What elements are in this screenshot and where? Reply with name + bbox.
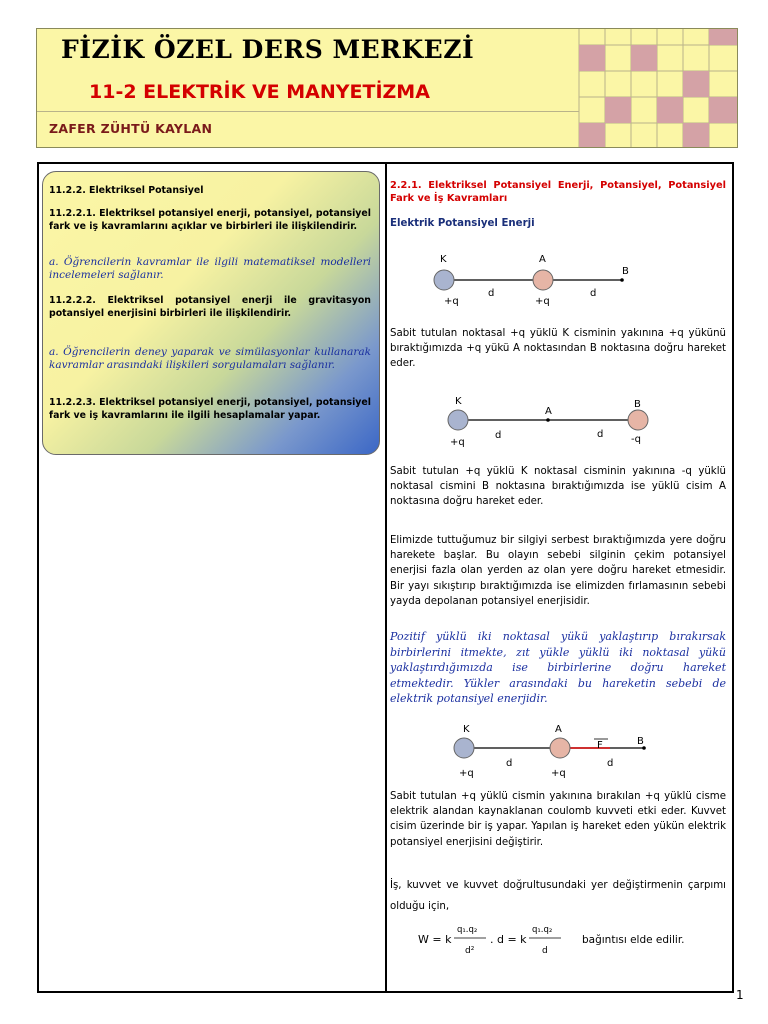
header-subtitle: 11-2 ELEKTRİK VE MANYETİZMA	[89, 81, 430, 103]
paragraph-2: Sabit tutulan +q yüklü K noktasal cisminin yakınına -q yüklü noktasal cismini B noktasına bıraktığımızda ise yüklü cisim A noktasına doğru hareket eder.	[390, 466, 726, 508]
paragraph-3: Elimizde tuttuğumuz bir silgiyi serbest bıraktığımızda yere doğru harekete başlar. Bu olayın sebebi silginin çekim potansiyel enerjisi fazla olan yerden az olan yere doğru hareket etmesidir. Bir yayı sıkıştırıp bıraktığımızda ise elimizden fırlamasının sebebi yayda depolanan potansiyel enerjisidir.	[390, 535, 726, 607]
paragraph-5: Sabit tutulan +q yüklü cismin yakınına bırakılan +q yüklü cisme elektrik alandan kaynaklanan coulomb kuvveti etki eder. Kuvvet cisim üzerinde bir iş yapar. Yapılan iş hareket eden yükün elektrik potansiyel enerjisini değiştirir.	[390, 791, 726, 848]
label-a: A	[555, 724, 562, 735]
label-d2: d	[597, 429, 604, 440]
label-b: B	[622, 266, 629, 277]
label-k: K	[440, 254, 447, 265]
label-d2: d	[607, 758, 614, 769]
label-qa: +q	[535, 296, 550, 307]
charge-k	[434, 270, 454, 290]
charge-a	[533, 270, 553, 290]
paragraph-6: İş, kuvvet ve kuvvet doğrultusundaki yer değiştirmenin çarpımı olduğu için,	[390, 880, 726, 912]
paragraph-4: Pozitif yüklü iki noktasal yükü yaklaştırıp bırakırsak birbirlerini itmekte, zıt yükle yüklü iki noktasal yükü yaklaştırdığımızda ise birbirlerine doğru hareket etmektedir. Yükler arasındaki bu hareketin sebebi de elektrik potansiyel enerjidir.	[390, 630, 726, 706]
label-qk: +q	[444, 296, 459, 307]
label-a: A	[545, 406, 552, 417]
formula-numerator-1: q₁.q₂	[457, 925, 478, 935]
formula-note: bağıntısı elde edilir.	[582, 934, 685, 946]
label-f: F	[597, 740, 603, 751]
work-formula	[416, 917, 726, 961]
formula-denominator-2: d	[542, 946, 548, 956]
objective-1-note: a. Öğrencilerin kavramlar ile ilgili matematiksel modelleri incelemeleri sağlanır.	[49, 256, 371, 281]
objective-3: 11.2.2.3. Elektriksel potansiyel enerji, potansiyel, potansiyel fark ve iş kavramlarını ile ilgili hesaplamalar yapar.	[49, 397, 371, 421]
label-d1: d	[495, 430, 502, 441]
label-b: B	[637, 736, 644, 747]
label-qk: +q	[450, 437, 465, 448]
page-header	[36, 28, 738, 148]
header-title: FİZİK ÖZEL DERS MERKEZİ	[61, 35, 475, 64]
formula-numerator-2: q₁.q₂	[532, 925, 553, 935]
charge-k	[448, 410, 468, 430]
label-d1: d	[506, 758, 513, 769]
diagram-force	[400, 716, 730, 780]
header-author: ZAFER ZÜHTÜ KAYLAN	[49, 121, 213, 136]
page-number: 1	[736, 988, 744, 1002]
section-title: 2.2.1. Elektriksel Potansiyel Enerji, Potansiyel, Potansiyel Fark ve İş Kavramları	[390, 180, 726, 204]
diagram-opposite-charges	[400, 390, 730, 450]
label-b: B	[634, 399, 641, 410]
objective-2-note: a. Öğrencilerin deney yaparak ve simülasyonlar kullanarak kavramlar arasındaki ilişkileri sorgulamaları sağlanır.	[49, 346, 371, 371]
point-b	[620, 278, 624, 282]
label-k: K	[455, 396, 462, 407]
charge-b	[628, 410, 648, 430]
label-k: K	[463, 724, 470, 735]
label-qb: -q	[631, 434, 641, 445]
label-d2: d	[590, 288, 597, 299]
label-qk: +q	[459, 768, 474, 779]
objective-1: 11.2.2.1. Elektriksel potansiyel enerji, potansiyel, potansiyel fark ve iş kavramlarını açıklar ve birbirleri ile ilişkilendirir.	[49, 208, 371, 232]
charge-k	[454, 738, 474, 758]
formula-w: W = k	[418, 933, 452, 946]
charge-a	[550, 738, 570, 758]
header-divider	[37, 111, 579, 112]
label-a: A	[539, 254, 546, 265]
label-d1: d	[488, 288, 495, 299]
label-qa: +q	[551, 768, 566, 779]
objectives-box	[42, 171, 380, 455]
subheading: Elektrik Potansiyel Enerji	[390, 218, 535, 229]
point-a	[546, 418, 550, 422]
objectives-heading: 11.2.2. Elektriksel Potansiyel	[49, 185, 204, 196]
diagram-like-charges	[400, 248, 730, 310]
formula-denominator-1: d²	[465, 946, 475, 956]
formula-mid: . d = k	[490, 933, 527, 946]
paragraph-1: Sabit tutulan noktasal +q yüklü K cisminin yakınına +q yükünü bıraktığımızda +q yükü A noktasından B noktasına doğru hareket eder.	[390, 328, 726, 370]
objective-2: 11.2.2.2. Elektriksel potansiyel enerji ile gravitasyon potansiyel enerjisini birbirleri ile ilişkilendirir.	[49, 295, 371, 319]
